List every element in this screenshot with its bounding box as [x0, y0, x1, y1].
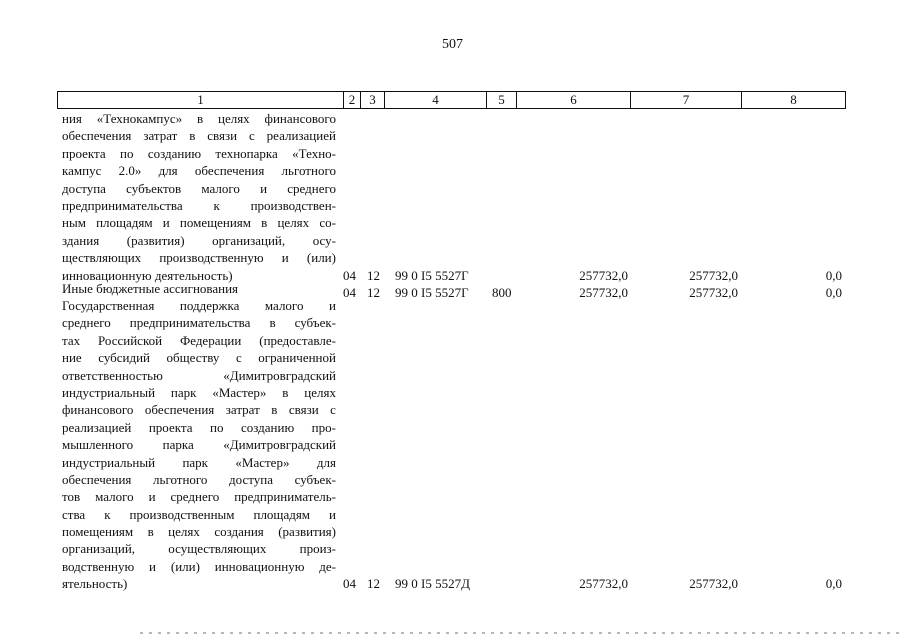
word: организаций, [212, 232, 286, 248]
word: ятельность) [62, 576, 128, 592]
word: затрат [143, 128, 178, 144]
word: предприниматель- [234, 489, 336, 505]
text-line [62, 454, 336, 471]
text-line [62, 349, 336, 366]
word: финансового [62, 402, 134, 418]
word: среднего [287, 180, 336, 196]
word: создания [214, 524, 264, 540]
word: осу- [312, 232, 336, 248]
text-line [62, 419, 336, 436]
word: де- [319, 558, 336, 574]
word: в [271, 402, 278, 418]
word: помещениям [179, 215, 252, 231]
word: с [330, 402, 336, 418]
word: предпринимательства [129, 315, 251, 331]
text-line [62, 314, 336, 331]
word: ным [62, 215, 86, 231]
word: тов [62, 489, 81, 505]
word: в [147, 524, 154, 540]
header-col-7: 7 [630, 92, 741, 108]
word: Государственная [62, 298, 155, 313]
word: связи [288, 402, 319, 418]
word: мышленного [62, 437, 134, 453]
word: обществу [166, 350, 220, 366]
text-line [62, 180, 336, 197]
word: «Мастер» [212, 384, 267, 400]
text-line [62, 110, 336, 127]
word: целях [277, 215, 310, 231]
word: и [281, 250, 289, 266]
word: технопарка [215, 145, 278, 161]
word: (развития) [278, 524, 336, 540]
text-line [62, 384, 336, 401]
word: и [148, 489, 156, 505]
header-col-3: 3 [360, 92, 384, 108]
word: инновационную деятельность) [62, 267, 233, 283]
word: затрат [225, 402, 260, 418]
row1-target-article: 99 0 I5 5527Г [395, 268, 469, 283]
row-description-2 [62, 280, 336, 297]
word: и [260, 180, 268, 196]
row2-expense-type: 800 [492, 285, 512, 300]
word: по [209, 419, 224, 435]
word: (или) [170, 558, 200, 574]
word: ние [62, 350, 82, 366]
word: для [158, 163, 178, 179]
word: малого [95, 489, 134, 505]
word: и [329, 298, 336, 313]
word: кампус [62, 163, 102, 179]
word: Федерации [179, 332, 242, 348]
word: обеспечения [62, 471, 132, 487]
header-col-8: 8 [741, 92, 845, 108]
word: тах [62, 332, 81, 348]
word: Российской [98, 332, 163, 348]
word: среднего [62, 315, 111, 331]
row2-amount-6: 257732,0 [579, 285, 628, 300]
row2-target-article: 99 0 I5 5527Г [395, 285, 469, 300]
text-line [62, 162, 336, 179]
word: организаций, [62, 541, 136, 557]
word: в [261, 215, 268, 231]
text-line [62, 488, 336, 505]
word: целях [217, 111, 250, 126]
word: индустриальный [62, 384, 156, 400]
text-line [62, 575, 336, 592]
word: помещениям [62, 524, 134, 540]
row1-section: 04 [343, 268, 356, 283]
word: здания [62, 232, 100, 248]
text-line [62, 127, 336, 144]
text-line [62, 540, 336, 557]
word: «Технокампус» [96, 111, 183, 126]
word: ществляющих [62, 250, 142, 266]
row3-target-article: 99 0 I5 5527Д [395, 576, 470, 591]
word: и [329, 506, 336, 522]
row-description-3 [62, 297, 336, 593]
row1-amount-8: 0,0 [825, 268, 842, 283]
word: предпринимательства [62, 197, 183, 213]
text-line [62, 249, 336, 266]
word: площадям [253, 506, 311, 522]
word: парка [162, 437, 194, 453]
word: доступа [229, 471, 273, 487]
word: площадям [96, 215, 153, 231]
word: «Димитровградский [223, 367, 336, 383]
word: водственную [62, 558, 135, 574]
header-col-5: 5 [486, 92, 516, 108]
word: (предоставле- [259, 332, 336, 348]
word: осуществляющих [168, 541, 267, 557]
text-line [62, 232, 336, 249]
word: производствен- [250, 197, 336, 213]
word: субсидий [98, 350, 151, 366]
word: 2.0» [118, 163, 142, 179]
word: ответственностью [62, 367, 163, 383]
word: к [213, 197, 220, 213]
word: для [316, 454, 336, 470]
word: индустриальный [62, 454, 156, 470]
word: «Димитровградский [223, 437, 336, 453]
word: обеспечения [62, 128, 132, 144]
word: парк [182, 454, 208, 470]
word: «Техно- [292, 145, 336, 161]
word: Иные бюджетные ассигнования [62, 281, 239, 296]
text-line [62, 280, 336, 297]
word: проекта [148, 419, 193, 435]
word: произ- [299, 541, 336, 557]
row3-amount-7: 257732,0 [689, 576, 738, 591]
word: парк [170, 384, 197, 400]
text-line [62, 436, 336, 453]
word: льготного [153, 471, 208, 487]
word: производственную [159, 250, 264, 266]
word: малого [201, 180, 240, 196]
word: ограниченной [258, 350, 336, 366]
row2-amount-8: 0,0 [825, 285, 842, 300]
text-line [62, 367, 336, 384]
row2-subsection: 12 [367, 285, 380, 300]
word: ния [62, 111, 82, 126]
header-col-6: 6 [516, 92, 630, 108]
word: среднего [170, 489, 220, 505]
word: в [189, 128, 196, 144]
word: с [248, 128, 255, 144]
word: созданию [240, 419, 295, 435]
word: целях [304, 384, 336, 400]
word: созданию [147, 145, 202, 161]
word: доступа [62, 180, 106, 196]
word: субъек- [294, 315, 336, 331]
word: производственным [129, 506, 235, 522]
row3-section: 04 [343, 576, 356, 591]
row-description-1 [62, 110, 336, 284]
word: связи [207, 128, 238, 144]
word: в [282, 384, 289, 400]
word: субъек- [294, 471, 336, 487]
word: реализацией [62, 419, 132, 435]
header-col-2: 2 [343, 92, 360, 108]
text-line [62, 297, 336, 314]
word: по [120, 145, 134, 161]
page-number: 507 [442, 37, 463, 52]
word: поддержка [179, 298, 240, 313]
word: в [269, 315, 276, 331]
header-col-4: 4 [384, 92, 486, 108]
text-line [62, 214, 336, 231]
word: ства [62, 506, 86, 522]
text-line [62, 471, 336, 488]
word: целях [168, 524, 200, 540]
text-line [62, 332, 336, 349]
text-line [62, 197, 336, 214]
header-col-1: 1 [197, 92, 204, 107]
word: (развития) [126, 232, 185, 248]
text-line [62, 145, 336, 162]
word: в [196, 111, 204, 126]
text-line [62, 523, 336, 540]
word: субъектов [126, 180, 182, 196]
word: со- [319, 215, 336, 231]
text-line [62, 506, 336, 523]
word: реализацией [266, 128, 336, 144]
row3-amount-6: 257732,0 [579, 576, 628, 591]
scan-edge-dots [140, 632, 900, 634]
row1-subsection: 12 [367, 268, 380, 283]
word: к [104, 506, 111, 522]
word: с [235, 350, 242, 366]
row3-amount-8: 0,0 [825, 576, 842, 591]
text-line [62, 401, 336, 418]
table-header-row [57, 91, 846, 109]
row2-amount-7: 257732,0 [689, 285, 738, 300]
word: обеспечения [194, 163, 265, 179]
word: про- [311, 419, 336, 435]
row2-section: 04 [343, 285, 356, 300]
word: малого [264, 298, 304, 313]
word: проекта [62, 145, 106, 161]
word: инновационную [214, 558, 305, 574]
row1-amount-7: 257732,0 [689, 268, 738, 283]
word: финансового [264, 111, 336, 126]
word: (или) [306, 250, 336, 266]
word: льготного [281, 163, 336, 179]
word: обеспечения [144, 402, 215, 418]
text-line [62, 558, 336, 575]
row1-amount-6: 257732,0 [579, 268, 628, 283]
word: «Мастер» [235, 454, 290, 470]
word: и [149, 558, 157, 574]
row3-subsection: 12 [367, 576, 380, 591]
word: и [162, 215, 170, 231]
